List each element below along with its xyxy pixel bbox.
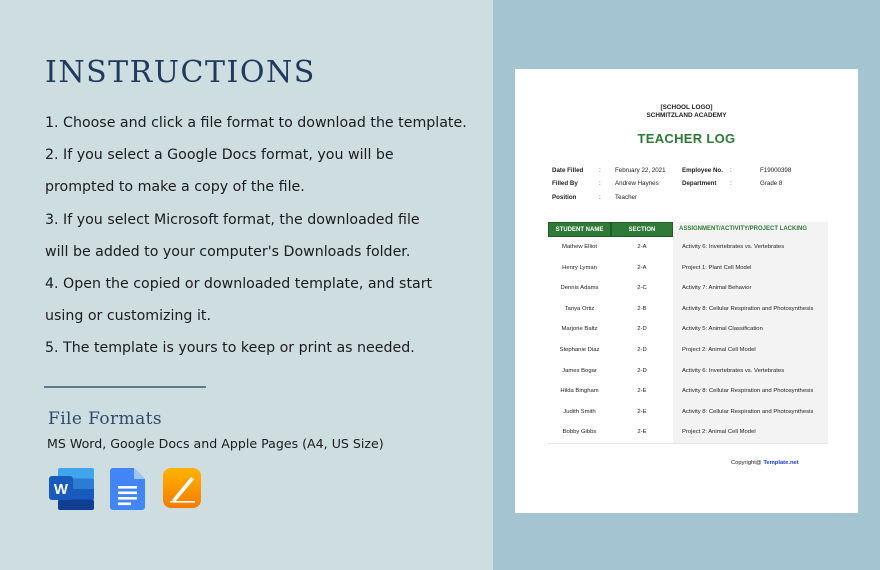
cell-section: 2-D <box>637 326 647 333</box>
cell-section: 2-B <box>637 305 647 312</box>
cell-section: 2-A <box>637 264 647 271</box>
colon: : <box>599 194 601 201</box>
copyright-text: Copyright@ <box>731 460 764 466</box>
file-formats-subtitle: MS Word, Google Docs and Apple Pages (A4, US Size) <box>47 436 384 451</box>
table-row <box>548 381 828 402</box>
instruction-line: 2. If you select a Google Docs format, you will be <box>45 147 394 164</box>
table-header <box>548 222 828 237</box>
table-row <box>548 258 828 279</box>
school-name: SCHMITZLAND ACADEMY <box>646 112 727 119</box>
cell-assignment: Activity 7: Animal Behavior <box>682 285 752 292</box>
cell-assignment: Project 2: Animal Cell Model <box>682 429 756 436</box>
colon: : <box>599 167 601 174</box>
cell-student-name: Dennis Adams <box>560 285 599 292</box>
cell-student-name: Stephanie Diaz <box>559 346 600 353</box>
header-assignment: ASSIGNMENT/ACTIVITY/PROJECT LACKING <box>673 222 828 237</box>
instruction-line: 1. Choose and click a file format to download the template. <box>45 115 467 131</box>
table-row <box>548 402 828 423</box>
instruction-line: using or customizing it. <box>45 308 211 325</box>
table-row <box>548 319 828 340</box>
instruction-steps <box>45 112 485 370</box>
school-logo-placeholder: [SCHOOL LOGO] <box>660 104 713 111</box>
instruction-line: prompted to make a copy of the file. <box>45 179 305 196</box>
cell-assignment: Activity 8: Cellular Respiration and Photosynthesis <box>682 408 814 415</box>
table-row <box>548 422 828 443</box>
cell-assignment: Activity 8: Cellular Respiration and Photosynthesis <box>682 305 814 312</box>
section-divider <box>44 386 206 388</box>
table-row <box>548 278 828 299</box>
position-label: Position <box>552 194 577 201</box>
cell-assignment: Activity 6: Invertebrates vs. Vertebrates <box>682 367 785 374</box>
department-value: Grade 8 <box>760 180 783 187</box>
date-filled-label: Date Filled <box>552 167 584 174</box>
ms-word-icon[interactable] <box>48 467 94 516</box>
date-filled-value: February 22, 2021 <box>615 167 666 174</box>
cell-student-name: Tanya Ortiz <box>564 305 595 312</box>
colon: : <box>730 167 732 174</box>
cell-assignment: Project 1: Plant Cell Model <box>682 264 752 271</box>
colon: : <box>599 180 601 187</box>
cell-student-name: Henry Lyman <box>562 264 597 271</box>
employee-no-label: Employee No. <box>682 167 723 174</box>
cell-student-name: Hilda Bingham <box>560 388 599 395</box>
position-value: Teacher <box>615 194 638 201</box>
table-row <box>548 237 828 258</box>
cell-assignment: Project 2: Animal Cell Model <box>682 346 756 353</box>
cell-assignment: Activity 8: Cellular Respiration and Photosynthesis <box>682 388 814 395</box>
cell-student-name: Bobby Gibbs <box>562 429 597 436</box>
cell-section: 2-E <box>637 429 647 436</box>
teacher-log-document <box>515 69 858 513</box>
employee-no-value: F19000398 <box>760 167 792 174</box>
cell-assignment: Activity 5: Animal Classification <box>682 326 763 333</box>
cell-student-name: Marjorie Baltz <box>561 326 598 333</box>
table-row <box>548 299 828 320</box>
colon: : <box>730 180 732 187</box>
cell-section: 2-A <box>637 244 647 250</box>
cell-section: 2-E <box>637 388 647 395</box>
cell-student-name: James Bogar <box>562 367 597 374</box>
svg-text:W: W <box>53 481 69 498</box>
header-student-name: STUDENT NAME <box>548 222 611 237</box>
filled-by-value: Andrew Haynes <box>615 180 659 187</box>
cell-section: 2-D <box>637 346 647 353</box>
cell-section: 2-D <box>637 367 647 374</box>
header-section: SECTION <box>611 222 673 237</box>
instruction-line: 4. Open the copied or downloaded template, and start <box>45 275 433 292</box>
cell-section: 2-E <box>637 408 647 415</box>
cell-section: 2-C <box>637 285 647 292</box>
table-row <box>548 340 828 361</box>
table-bottom-border <box>548 443 828 444</box>
template-net-link[interactable]: Template.net <box>763 460 799 466</box>
table-body <box>548 237 828 443</box>
instruction-line: 3. If you select Microsoft format, the downloaded file <box>45 211 420 228</box>
table-row <box>548 361 828 382</box>
cell-student-name: Judith Smith <box>563 408 596 415</box>
instruction-line: 5. The template is yours to keep or print as needed. <box>45 340 415 357</box>
file-formats-title: File Formats <box>48 409 162 429</box>
document-title: TEACHER LOG <box>637 131 736 146</box>
cell-assignment: Activity 6: Invertebrates vs. Vertebrates <box>682 244 785 250</box>
department-label: Department <box>682 180 717 187</box>
instruction-line: will be added to your computer's Downloads folder. <box>45 243 411 260</box>
teacher-log-table <box>548 222 828 443</box>
cell-student-name: Mathew Elliot <box>561 244 598 250</box>
instructions-title: INSTRUCTIONS <box>45 55 316 90</box>
apple-pages-icon[interactable] <box>162 467 202 514</box>
google-docs-icon[interactable] <box>110 467 146 516</box>
filled-by-label: Filled By <box>552 180 578 187</box>
copyright-notice <box>731 460 799 466</box>
